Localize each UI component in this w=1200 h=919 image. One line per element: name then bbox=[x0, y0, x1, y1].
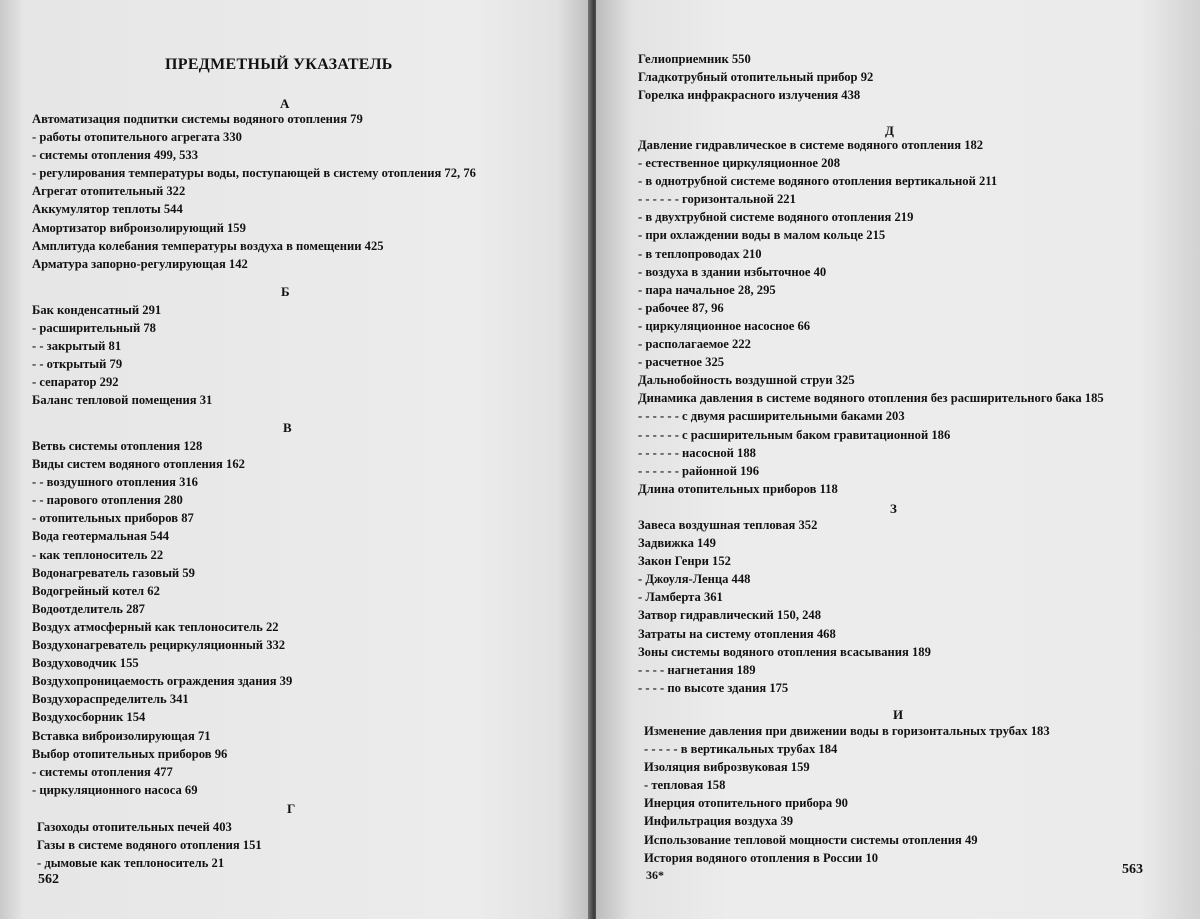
index-entry: - - закрытый 81 bbox=[32, 339, 122, 354]
index-entry: - циркуляционного насоса 69 bbox=[32, 782, 198, 797]
page-number: 563 bbox=[1122, 862, 1143, 877]
index-entry: - - - - - в вертикальных трубах 184 bbox=[644, 742, 838, 757]
index-entry: Воздуховодчик 155 bbox=[32, 656, 139, 671]
section-letter-i: И bbox=[893, 707, 904, 722]
index-entry: Бак конденсатный 291 bbox=[32, 303, 162, 317]
index-entry: - работы отопительного агрегата 330 bbox=[32, 130, 242, 145]
index-entry: Инфильтрация воздуха 39 bbox=[644, 814, 794, 829]
index-entry: - естественное циркуляционное 208 bbox=[638, 156, 841, 171]
index-entry: - расширительный 78 bbox=[32, 321, 156, 336]
index-entry: - расчетное 325 bbox=[638, 355, 725, 370]
index-entry: Воздух атмосферный как теплоноситель 22 bbox=[32, 619, 279, 634]
index-entry: - - парового отопления 280 bbox=[32, 493, 183, 508]
index-entry: Арматура запорно-регулирующая 142 bbox=[32, 256, 248, 271]
index-entry: Дальнобойность воздушной струи 325 bbox=[638, 373, 855, 388]
index-entry: Гладкотрубный отопительный прибор 92 bbox=[638, 70, 874, 85]
index-entry: Затвор гидравлический 150, 248 bbox=[638, 608, 822, 623]
index-entry: Закон Генри 152 bbox=[638, 554, 731, 569]
index-entry: - циркуляционное насосное 66 bbox=[638, 318, 811, 333]
index-entry: Воздухосборник 154 bbox=[32, 710, 146, 725]
index-entry: - - - - - - насосной 188 bbox=[638, 445, 756, 460]
index-entry: Давление гидравлическое в системе водяного отопления 182 bbox=[638, 138, 984, 152]
index-entry: Горелка инфракрасного излучения 438 bbox=[638, 88, 861, 103]
index-entry: - тепловая 158 bbox=[644, 778, 726, 793]
index-entry: Зоны системы водяного отопления всасывания 189 bbox=[638, 644, 931, 659]
index-entry: - регулирования температуры воды, поступающей в систему отопления 72, 76 bbox=[32, 166, 476, 181]
printer-signature-mark: 36* bbox=[646, 868, 664, 882]
index-entry: - как теплоноситель 22 bbox=[32, 547, 164, 562]
index-entry: Воздухопроницаемость ограждения здания 39 bbox=[32, 674, 293, 689]
index-entry: - Джоуля-Ленца 448 bbox=[638, 572, 751, 587]
index-entry: Газоходы отопительных печей 403 bbox=[37, 820, 232, 834]
index-entry: Инерция отопительного прибора 90 bbox=[644, 796, 848, 811]
index-entry: - - - - - - районной 196 bbox=[638, 463, 760, 478]
index-entry: Воздухораспределитель 341 bbox=[32, 692, 189, 707]
index-entry: - в теплопроводах 210 bbox=[638, 246, 762, 261]
page-number: 562 bbox=[38, 872, 59, 887]
index-entry: Виды систем водяного отопления 162 bbox=[32, 457, 245, 472]
index-entry: - в однотрубной системе водяного отопления вертикальной 211 bbox=[638, 174, 998, 189]
page-title: ПРЕДМЕТНЫЙ УКАЗАТЕЛЬ bbox=[165, 56, 393, 73]
index-entry: - отопительных приборов 87 bbox=[32, 511, 194, 526]
index-entry: Динамика давления в системе водяного отопления без расширительного бака 185 bbox=[638, 391, 1104, 406]
section-letter-v: В bbox=[283, 420, 292, 435]
section-b-entries bbox=[32, 301, 212, 410]
section-letter-z: З bbox=[890, 501, 897, 516]
index-entry: Изоляция виброзвуковая 159 bbox=[644, 760, 810, 775]
index-entry: Водоотделитель 287 bbox=[32, 601, 145, 616]
index-entry: Гелиоприемник 550 bbox=[638, 52, 751, 66]
index-entry: Воздухонагреватель рециркуляционный 332 bbox=[32, 638, 286, 653]
index-entry: - располагаемое 222 bbox=[638, 337, 751, 352]
index-entry: - пара начальное 28, 295 bbox=[638, 282, 776, 297]
index-entry: Водонагреватель газовый 59 bbox=[32, 565, 195, 580]
section-letter-b: Б bbox=[281, 284, 290, 299]
index-entry: История водяного отопления в России 10 bbox=[644, 850, 879, 865]
index-entry: - - - - - - горизонтальной 221 bbox=[638, 192, 796, 207]
index-entry: Агрегат отопительный 322 bbox=[32, 184, 186, 199]
index-entry: Аккумулятор теплоты 544 bbox=[32, 202, 183, 217]
index-entry: - - - - - - с двумя расширительными баками 203 bbox=[638, 409, 905, 424]
index-entry: Вставка виброизолирующая 71 bbox=[32, 728, 211, 743]
index-entry: Использование тепловой мощности системы отопления 49 bbox=[644, 832, 978, 847]
index-entry: Ветвь системы отопления 128 bbox=[32, 439, 203, 453]
section-g-entries bbox=[37, 818, 262, 872]
index-entry: - системы отопления 477 bbox=[32, 764, 173, 779]
index-entry: Газы в системе водяного отопления 151 bbox=[37, 838, 262, 853]
section-letter-g: Г bbox=[287, 801, 296, 816]
index-entry: Задвижка 149 bbox=[638, 536, 716, 551]
section-letter-d: Д bbox=[885, 123, 894, 138]
index-entry: Выбор отопительных приборов 96 bbox=[32, 746, 228, 761]
index-entry: - системы отопления 499, 533 bbox=[32, 148, 199, 163]
index-entry: Амплитуда колебания температуры воздуха в помещении 425 bbox=[32, 238, 384, 253]
left-page bbox=[0, 0, 592, 919]
continued-g-entries bbox=[638, 50, 873, 104]
index-entry: Автоматизация подпитки системы водяного отопления 79 bbox=[32, 112, 363, 126]
index-entry: - воздуха в здании избыточное 40 bbox=[638, 264, 827, 279]
index-entry: - сепаратор 292 bbox=[32, 375, 119, 390]
index-entry: - - - - - - с расширительным баком гравитационной 186 bbox=[638, 427, 951, 442]
index-entry: - - - - нагнетания 189 bbox=[638, 662, 756, 677]
section-d-entries bbox=[638, 136, 1104, 498]
index-entry: Баланс тепловой помещения 31 bbox=[32, 393, 213, 408]
index-entry: - в двухтрубной системе водяного отопления 219 bbox=[638, 210, 914, 225]
section-a-entries bbox=[32, 110, 476, 273]
index-entry: - дымовые как теплоноситель 21 bbox=[37, 856, 225, 871]
right-page bbox=[596, 0, 1200, 919]
section-letter-a: А bbox=[280, 96, 290, 111]
index-entry: Затраты на систему отопления 468 bbox=[638, 626, 836, 641]
index-entry: Вода геотермальная 544 bbox=[32, 529, 170, 544]
index-entry: - - воздушного отопления 316 bbox=[32, 475, 198, 490]
index-entry: Изменение давления при движении воды в горизонтальных трубах 183 bbox=[644, 724, 1050, 738]
section-i-entries bbox=[644, 722, 1050, 867]
index-entry: Длина отопительных приборов 118 bbox=[638, 481, 838, 496]
section-v-entries bbox=[32, 437, 292, 799]
index-entry: - Ламберта 361 bbox=[638, 590, 723, 605]
index-entry: Водогрейный котел 62 bbox=[32, 583, 160, 598]
section-z-entries bbox=[638, 516, 931, 697]
index-entry: - - открытый 79 bbox=[32, 357, 123, 372]
index-entry: Амортизатор виброизолирующий 159 bbox=[32, 220, 246, 235]
index-entry: - - - - по высоте здания 175 bbox=[638, 680, 789, 695]
index-entry: - при охлаждении воды в малом кольце 215 bbox=[638, 228, 886, 243]
index-entry: - рабочее 87, 96 bbox=[638, 300, 724, 315]
index-entry: Завеса воздушная тепловая 352 bbox=[638, 518, 818, 532]
